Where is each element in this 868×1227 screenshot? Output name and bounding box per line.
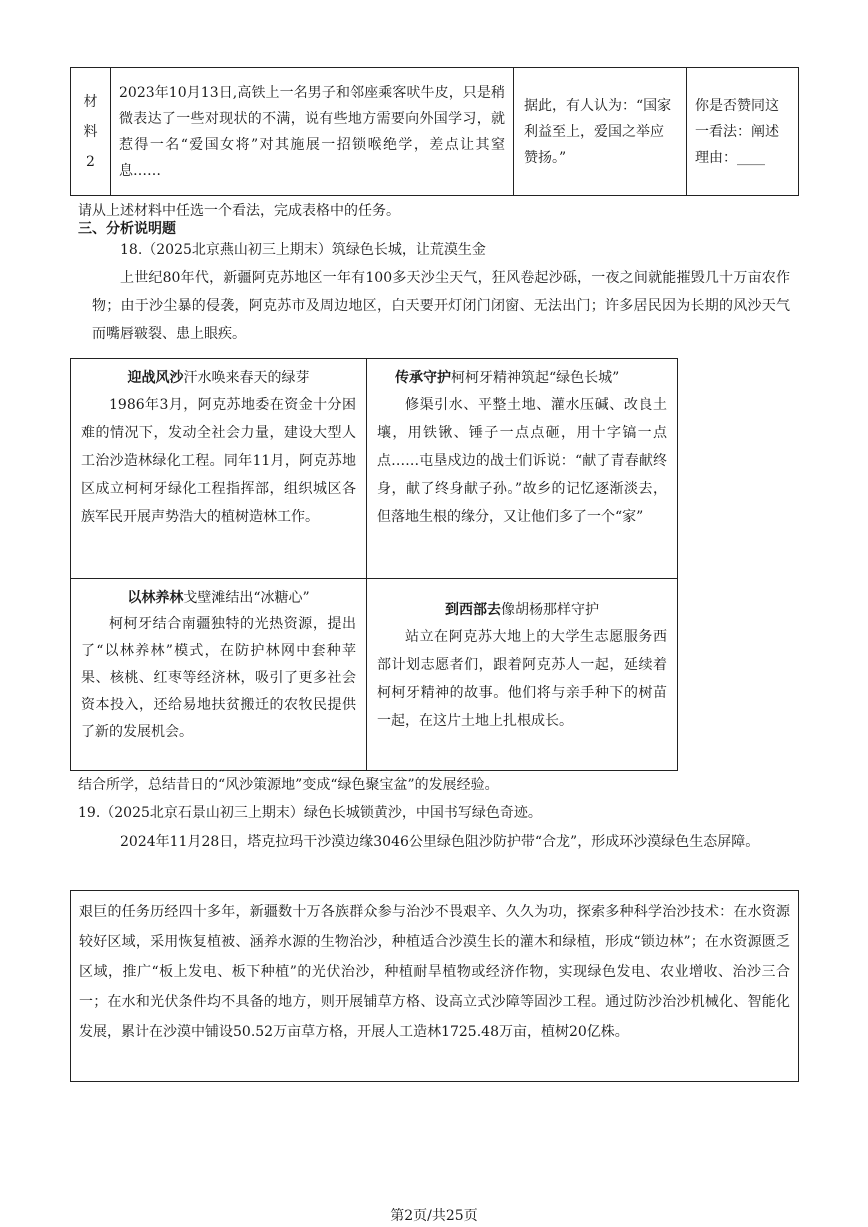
section-title: 三、分析说明题 bbox=[78, 221, 176, 237]
cell-title-bold: 以林养林 bbox=[127, 590, 184, 606]
q18-task: 结合所学，总结昔日的“风沙策源地”变成“绿色聚宝盆”的发展经验。 bbox=[78, 777, 499, 793]
material2-table bbox=[70, 67, 799, 196]
cell-title-bold: 到西部去 bbox=[445, 602, 501, 618]
material2-question: 你是否赞同这一看法：阐述理由：____ bbox=[687, 68, 799, 196]
cell-title bbox=[81, 585, 356, 611]
cell-title bbox=[377, 597, 667, 623]
material2-view: 据此，有人认为：“国家利益至上，爱国之举应赞扬。” bbox=[514, 68, 687, 196]
cell-title-rest: 戈壁滩结出“冰糖心” bbox=[183, 590, 310, 606]
q18-cell-1 bbox=[70, 358, 367, 579]
cell-title-rest: 汗水唤来春天的绿芽 bbox=[183, 370, 310, 386]
q19-box bbox=[70, 890, 799, 1082]
material2-label bbox=[71, 68, 111, 196]
cell-body: 站立在阿克苏大地上的大学生志愿服务西部计划志愿者们，跟着阿克苏人一起，延续着柯柯牙精神的故事。他们将与亲手种下的树苗一起，在这片土地上扎根成长。 bbox=[377, 629, 667, 729]
q18-header: 18.（2025北京燕山初三上期末）筑绿色长城，让荒漠生金 bbox=[120, 242, 486, 258]
label-char: 2 bbox=[86, 153, 95, 170]
instruction: 请从上述材料中任选一个看法，完成表格中的任务。 bbox=[78, 203, 400, 219]
cell-title-rest: 像胡杨那样守护 bbox=[501, 602, 599, 618]
material2-content: 2023年10月13日,高铁上一名男子和邻座乘客吠牛皮，只是稍微表达了一些对现状的不满，说有些地方需要向外国学习，就惹得一名“爱国女将”对其施展一招锁喉绝学，差点让其窒息…… bbox=[111, 68, 514, 196]
q19-box-text: 艰巨的任务历经四十多年，新疆数十万各族群众参与治沙不畏艰辛、久久为功，探索多种科学治沙技术：在水资源较好区域，采用恢复植被、涵养水源的生物治沙，种植适合沙漠生长的灌木和绿植，形成“锁边林”；在水资源匮乏区域，推广“板上发电、板下种植”的光伏治沙，种植耐旱植物或经济作物，实现绿色发电、农业增收、治沙三合一；在水和光伏条件均不具备的地方，则开展铺草方格、设高立式沙障等固沙工程。通过防沙治沙机械化、智能化发展，累计在沙漠中铺设50.52万亩草方格，开展人工造林1725.48万亩，植树20亿株。 bbox=[79, 904, 790, 1040]
q18-cell-2 bbox=[366, 358, 678, 579]
cell-body: 柯柯牙结合南疆独特的光热资源，提出了“以林养林”模式，在防护林网中套种苹果、核桃、红枣等经济林，吸引了更多社会资本投入，还给易地扶贫搬迁的农牧民提供了新的发展机会。 bbox=[81, 616, 356, 740]
page-footer: 第2页/共25页 bbox=[390, 1208, 478, 1224]
cell-title-bold: 迎战风沙 bbox=[127, 370, 184, 386]
cell-title bbox=[377, 365, 667, 391]
cell-body: 修渠引水、平整土地、灌水压碱、改良土壤，用铁锹、锤子一点点砸，用十字镐一点点……屯垦戍边的战士们诉说：“献了青春献终身，献了终身献子孙。”故乡的记忆逐渐淡去，但落地生根的缘分，又让他们多了一个“家” bbox=[377, 397, 667, 525]
cell-title-rest: 柯柯牙精神筑起“绿色长城” bbox=[451, 370, 620, 386]
q18-cell-3 bbox=[70, 578, 367, 771]
label-char: 材 bbox=[83, 93, 98, 110]
q19-header: 19.（2025北京石景山初三上期末）绿色长城锁黄沙，中国书写绿色奇迹。 bbox=[78, 805, 542, 821]
cell-title-bold: 传承守护 bbox=[395, 370, 451, 386]
cell-body: 1986年3月，阿克苏地委在资金十分困难的情况下，发动全社会力量，建设大型人工治沙造林绿化工程。同年11月，阿克苏地区成立柯柯牙绿化工程指挥部，组织城区各族军民开展声势浩大的植树造林工作。 bbox=[81, 397, 356, 525]
label-char: 料 bbox=[83, 123, 98, 140]
q18-intro: 上世纪80年代，新疆阿克苏地区一年有100多天沙尘天气，狂风卷起沙砾，一夜之间就能摧毁几十万亩农作物；由于沙尘暴的侵袭，阿克苏市及周边地区，白天要开灯闭门闭窗、无法出门；许多居民因为长期的风沙天气而嘴唇皲裂、患上眼疾。 bbox=[92, 270, 790, 342]
cell-title bbox=[81, 365, 356, 391]
q19-intro: 2024年11月28日，塔克拉玛干沙漠边缘3046公里绿色阻沙防护带“合龙”，形成环沙漠绿色生态屏障。 bbox=[120, 834, 760, 850]
q18-cell-4 bbox=[366, 578, 678, 771]
